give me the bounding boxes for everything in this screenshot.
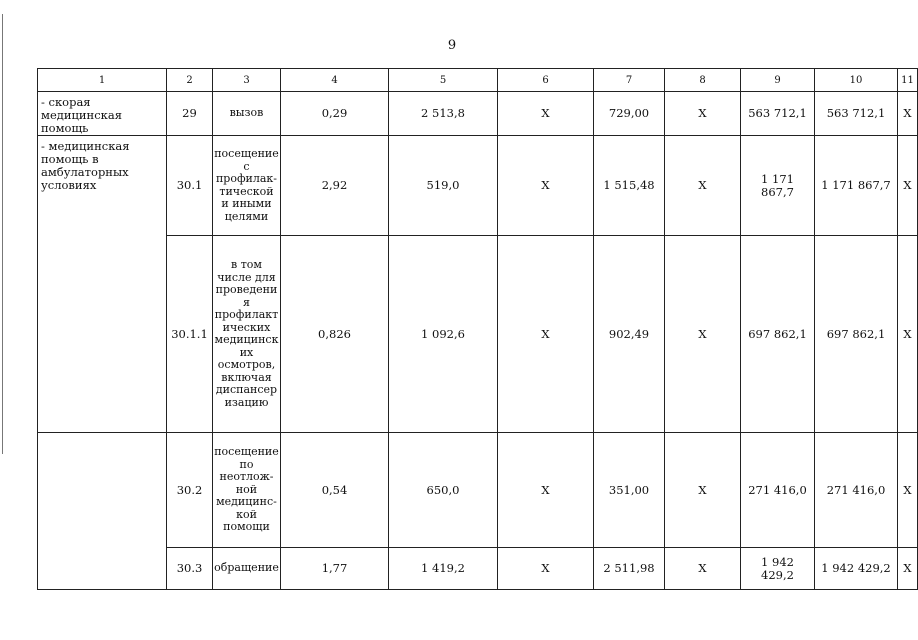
care-type-cell: - медицинская помощь в амбулаторных условиях <box>38 136 167 433</box>
medical-care-table <box>37 68 918 590</box>
value-cell: 351,00 <box>594 433 665 548</box>
value-cell: 1 942 429,2 <box>741 548 815 590</box>
column-header: 6 <box>498 69 594 92</box>
value-cell: Х <box>898 433 918 548</box>
value-cell: Х <box>898 136 918 236</box>
value-cell: Х <box>498 236 594 433</box>
value-cell: 0,826 <box>281 236 389 433</box>
value-cell: 697 862,1 <box>815 236 898 433</box>
column-header: 2 <box>167 69 213 92</box>
value-cell: 2,92 <box>281 136 389 236</box>
value-cell: 271 416,0 <box>741 433 815 548</box>
unit-cell: обращение <box>213 548 281 590</box>
value-cell: 271 416,0 <box>815 433 898 548</box>
care-type-cell: - скорая медицинская помощь <box>38 92 167 136</box>
value-cell: Х <box>498 548 594 590</box>
value-cell: 563 712,1 <box>741 92 815 136</box>
page-number: 9 <box>447 38 457 53</box>
row-number-cell: 29 <box>167 92 213 136</box>
table-row <box>38 236 918 433</box>
table-row <box>38 548 918 590</box>
value-cell: 519,0 <box>389 136 498 236</box>
value-cell: Х <box>665 92 741 136</box>
value-cell: 729,00 <box>594 92 665 136</box>
value-cell: Х <box>498 92 594 136</box>
value-cell: 1,77 <box>281 548 389 590</box>
value-cell: Х <box>665 236 741 433</box>
table-row <box>38 136 918 236</box>
row-number-cell: 30.2 <box>167 433 213 548</box>
value-cell: 697 862,1 <box>741 236 815 433</box>
value-cell: 2 511,98 <box>594 548 665 590</box>
column-header: 7 <box>594 69 665 92</box>
column-header: 8 <box>665 69 741 92</box>
row-number-cell: 30.3 <box>167 548 213 590</box>
value-cell: 0,29 <box>281 92 389 136</box>
row-number-cell: 30.1.1 <box>167 236 213 433</box>
value-cell: Х <box>898 548 918 590</box>
value-cell: 0,54 <box>281 433 389 548</box>
column-header: 3 <box>213 69 281 92</box>
value-cell: 1 419,2 <box>389 548 498 590</box>
unit-cell: посещение по неотлож-ной медицинс-кой помощи <box>213 433 281 548</box>
column-header: 11 <box>898 69 918 92</box>
column-header: 4 <box>281 69 389 92</box>
value-cell: Х <box>498 433 594 548</box>
table-row <box>38 433 918 548</box>
row-number-cell: 30.1 <box>167 136 213 236</box>
unit-cell: посещение с профилак-тической и иными целями <box>213 136 281 236</box>
value-cell: Х <box>665 433 741 548</box>
value-cell: 1 942 429,2 <box>815 548 898 590</box>
value-cell: 2 513,8 <box>389 92 498 136</box>
header-row <box>38 69 918 92</box>
column-header: 1 <box>38 69 167 92</box>
care-type-cell <box>38 433 167 590</box>
column-header: 10 <box>815 69 898 92</box>
column-header: 5 <box>389 69 498 92</box>
value-cell: Х <box>665 136 741 236</box>
value-cell: Х <box>898 92 918 136</box>
value-cell: 1 515,48 <box>594 136 665 236</box>
page-edge-line <box>2 14 3 454</box>
value-cell: 650,0 <box>389 433 498 548</box>
value-cell: 1 171 867,7 <box>815 136 898 236</box>
value-cell: 1 092,6 <box>389 236 498 433</box>
column-header: 9 <box>741 69 815 92</box>
unit-cell: в том числе для проведени я профилакт ических медицинск их осмотров, включая диспансер изацию <box>213 236 281 433</box>
unit-cell: вызов <box>213 92 281 136</box>
value-cell: Х <box>498 136 594 236</box>
value-cell: 563 712,1 <box>815 92 898 136</box>
value-cell: 1 171 867,7 <box>741 136 815 236</box>
value-cell: Х <box>898 236 918 433</box>
value-cell: 902,49 <box>594 236 665 433</box>
table-row <box>38 92 918 136</box>
value-cell: Х <box>665 548 741 590</box>
